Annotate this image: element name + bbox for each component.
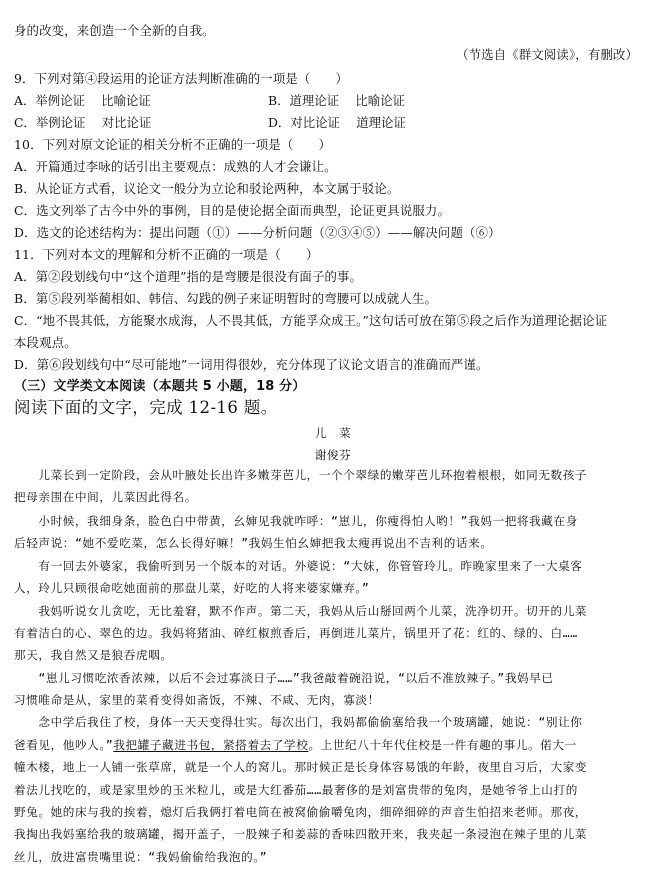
text-line: 身的改变，来创造一个全新的自我。 <box>14 23 215 38</box>
story-line: 我妈听说女儿贪吃，无比羞窘，默不作声。第二天，我妈从后山掰回两个儿菜，洗净切开。切开的儿菜 <box>14 604 588 618</box>
story-line <box>14 736 654 754</box>
question-9-stem: 9．下列对第④段运用的论证方法判断准确的一项是（ ） <box>14 71 349 86</box>
question-11-stem: 11．下列对本文的理解和分析不正确的一项是（ ） <box>14 247 319 262</box>
source-note: （节选自《群文阅读》，有删改） <box>456 47 638 62</box>
q10-option-a: A．开篇通过李咏的话引出主要观点：成熟的人才会谦让。 <box>14 159 337 174</box>
underlined-sentence: 我把罐子藏进书包，紧搭着去了学校 <box>113 738 309 752</box>
q11-option-a: A．第②段划线句中“这个道理”指的是弯腰是很没有面子的事。 <box>14 269 363 284</box>
story-line: 我掏出我妈塞给我的玻璃罐，揭开盖子，一股辣子和姜蒜的香味四散开来，我夹起一条浸泡在辣子里的儿菜 <box>14 827 588 841</box>
story-line: 人，玲儿只顾很命吃她面前的那盘儿菜，好吃的人将来婆家嫌弃。” <box>14 581 370 595</box>
story-line: 那天，我自然又是狼吞虎咽。 <box>14 648 173 662</box>
story-line: 习惯唯命是从，家里的菜肴变得如斋饭，不辣、不咸、无肉，寡淡！ <box>14 693 380 707</box>
story-line: “崽儿习惯吃浓香浓辣，以后不会过寡淡日子……”我爸敲着碗沿说，“以后不准放辣子。”我妈早已 <box>14 671 554 685</box>
story-line: 小时候，我细身条，脸色白中带黄，幺婶见我就咋呼：“崽儿，你瘦得怕人哟！”我妈一把将我藏在身 <box>14 514 578 528</box>
q10-option-b: B．从论证方式看，议论文一般分为立论和驳论两种，本文属于驳论。 <box>14 181 400 196</box>
story-line: 有着洁白的心、翠色的边。我妈将猪油、碎红椒煎香后，再倒进儿菜片，锅里开了花：红的、绿的、白…… <box>14 626 578 640</box>
story-line: 着法儿找吃的，或是家里炒的玉米粒儿，或是大红番茄……最奢侈的是刘富贵带的兔肉，是她爷爷上山打的 <box>14 783 578 797</box>
section-instruction: 阅读下面的文字，完成 12-16 题。 <box>14 398 278 417</box>
story-title: 儿 菜 <box>314 426 352 440</box>
story-line: 野兔。她的床与我的挨着，熄灯后我俩打着电筒在被窝偷偷嚼兔肉，细碎细碎的声音生怕招来老师。那夜， <box>14 805 588 819</box>
q10-option-c: C．选文列举了古今中外的事例，目的是使论据全面而典型，论证更具说服力。 <box>14 203 451 218</box>
story-line: 把母亲围在中间，儿菜因此得名。 <box>14 490 197 504</box>
story-text: 爸看见，他吵人。” <box>14 738 114 752</box>
q11-option-d: D．第⑥段划线句中“尽可能地”一词用得很妙，充分体现了议论文语言的准确而严谨。 <box>14 357 489 372</box>
story-line: 丝儿，放进富贵嘴里说：“我妈偷偷给我泡的。” <box>14 850 268 864</box>
q9-option-c: C．举例论证 对比论证 <box>14 115 152 130</box>
story-line: 后轻声说：“她不爱吃菜，怎么长得好嘛！”我妈生怕幺婶把我太瘦再说出不吉利的话来。 <box>14 536 493 550</box>
q11-option-c-line1: C．“地不畏其低，方能聚水成海，人不畏其低，方能孚众成王。”这句话可放在第⑤段之后作为道理论据论证 <box>14 313 608 328</box>
q11-option-b: B．第⑤段列举蔺相如、韩信、勾践的例子来证明暂时的弯腰可以成就人生。 <box>14 291 438 306</box>
q9-option-a: A．举例论证 比喻论证 <box>14 93 151 108</box>
question-10-stem: 10．下列对原文论证的相关分析不正确的一项是（ ） <box>14 137 332 152</box>
story-line: 有一回去外婆家，我偷听到另一个版本的对话。外婆说：“大妹，你管管玲儿。昨晚家里来了一大桌客 <box>14 559 583 573</box>
story-line: 儿菜长到一定阶段，会从叶腋处长出许多嫩芽芭儿，一个个翠绿的嫩芽芭儿环抱着根根，如同无数孩子 <box>14 468 588 482</box>
story-line: 幢木楼，地上一人铺一张草席，就是一个人的窝儿。那时候正是长身体容易饿的年龄，夜里自习后，大家变 <box>14 760 588 774</box>
story-author: 谢俊芬 <box>314 448 352 462</box>
q11-option-c-line2: 本段观点。 <box>14 335 77 350</box>
q10-option-d: D．选文的论述结构为：提出问题（①）——分析问题（②③④⑤）——解决问题（⑥） <box>14 225 501 240</box>
section-heading: （三）文学类文本阅读（本题共 5 小题，18 分） <box>14 379 306 394</box>
q9-option-d: D．对比论证 道理论证 <box>268 115 406 130</box>
q9-option-b: B．道理论证 比喻论证 <box>268 93 405 108</box>
story-text: 。上世纪八十年代住校是一件有趣的事儿。偌大一 <box>308 738 577 752</box>
story-line: 念中学后我住了校，身体一天天变得壮实。每次出门，我妈都偷偷塞给我一个玻璃罐，她说：“别让你 <box>14 715 583 729</box>
